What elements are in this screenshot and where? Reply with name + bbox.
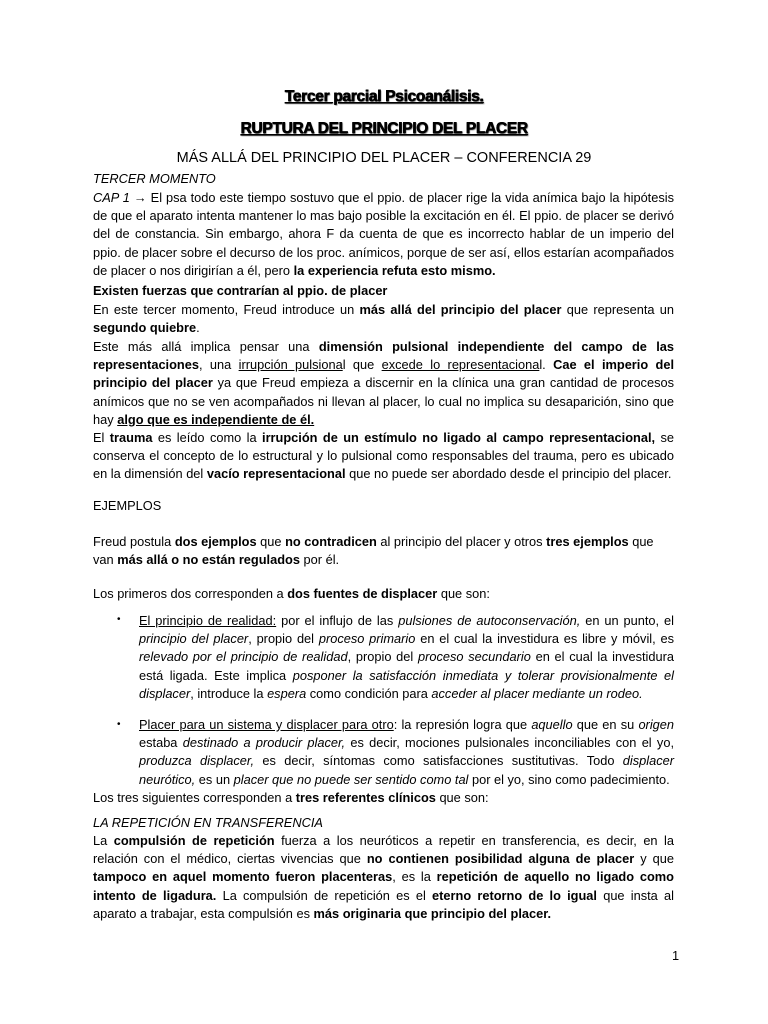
ejemplos-heading: EJEMPLOS (93, 498, 162, 513)
text-italic: pulsiones de autoconservación, (398, 613, 581, 628)
arrow-icon: → (133, 190, 147, 205)
text: es decir, síntomas como satisfacciones sustitutivas. Todo (262, 753, 615, 769)
cap1-paragraph (93, 189, 674, 280)
text-bold: más allá del principio del placer (359, 302, 562, 317)
text-bold: dimensión pulsional independiente del campo de las representaciones (93, 339, 674, 373)
text: que son: (439, 790, 489, 805)
tres-paragraph (93, 789, 674, 807)
tercer-paragraph (93, 301, 674, 337)
text: Este más allá implica pensar una (93, 339, 310, 354)
text: , propio del (347, 649, 414, 665)
text-bold: segundo quiebre (93, 320, 197, 336)
text-bold: tres referentes clínicos (295, 790, 436, 805)
text-bold: repetición de aquello no ligado como intento de ligadura. (93, 869, 674, 903)
page-number: 1 (672, 948, 680, 963)
compulsion-paragraph (93, 832, 674, 923)
bullet-item-placer (139, 716, 674, 789)
text-bold: dos fuentes de displacer (287, 586, 438, 601)
text-bold: no contradicen (285, 534, 377, 549)
primeros-paragraph (93, 585, 674, 603)
bullet-icon: • (117, 614, 121, 625)
text: en un punto, el (585, 613, 674, 628)
trauma-paragraph (93, 429, 674, 484)
text: y que (640, 851, 675, 867)
cap1-bold: la experiencia refuta esto mismo. (293, 262, 496, 278)
text-underline: irrupción pulsiona (238, 357, 343, 373)
text: Los primeros dos corresponden a (93, 586, 284, 601)
text: que son: (440, 586, 490, 601)
text-italic: destinado a producir placer, (182, 735, 346, 751)
bullet-icon: • (117, 719, 121, 730)
text: Los tres siguientes corresponden a (93, 790, 293, 805)
text: l. (539, 357, 546, 373)
text: . (196, 320, 200, 336)
tercer-momento-label: TERCER MOMENTO (93, 171, 216, 186)
text-bold: compulsión de repetición (113, 833, 275, 848)
text-bold: tampoco en aquel momento fueron placenteras (93, 869, 393, 885)
text: En este tercer momento, Freud introduce un (93, 302, 355, 317)
text: es un (198, 771, 231, 787)
text-italic: aquello (531, 717, 573, 732)
section-heading: MÁS ALLÁ DEL PRINCIPIO DEL PLACER – CONFERENCIA 29 (176, 150, 592, 166)
text: es leído como la (157, 430, 257, 445)
text: por él. (303, 552, 340, 568)
text: como condición para (309, 685, 428, 701)
text: , es la (392, 869, 431, 885)
text-bold: trauma (109, 430, 153, 445)
text-italic: proceso secundario (417, 649, 531, 665)
text: que insta al aparato a trabajar, esta compulsión es (93, 887, 674, 921)
text: El (93, 430, 105, 445)
text: en el cual la investidura está ligada. Este implica (139, 649, 674, 683)
text-underline: Placer para un sistema y displacer para otro (139, 717, 394, 732)
text: fuerza a los neuróticos a repetir en transferencia, es decir, en la relación con el médico, ciertas vivencias que (93, 833, 674, 867)
cap1-label: CAP 1 (93, 190, 130, 205)
text-bold: eterno retorno de lo igual (432, 887, 597, 903)
text-bold: vacío representacional (206, 466, 346, 482)
existen-line: Existen fuerzas que contrarían al ppio. de placer (93, 283, 388, 298)
freud-paragraph (93, 533, 674, 569)
este-paragraph (93, 338, 674, 429)
text-bold: no contienen posibilidad alguna de placer (366, 851, 635, 867)
text-italic: acceder al placer mediante un rodeo. (431, 685, 643, 701)
text: Freud postula (93, 534, 172, 549)
repeticion-heading: LA REPETICIÓN EN TRANSFERENCIA (93, 815, 323, 830)
text: La (93, 833, 108, 848)
text: : la represión logra que (393, 717, 528, 732)
bullet-item-realidad (139, 612, 674, 703)
text-italic: produzca displacer, (139, 753, 255, 769)
text-italic: placer que no puede ser sentido como tal (233, 771, 469, 787)
text-bold: Cae el imperio del principio del placer (93, 357, 675, 391)
text-bold: tres ejemplos (546, 534, 629, 549)
text-bold: más originaria que principio del placer. (313, 905, 552, 921)
text: , propio del (248, 631, 315, 647)
text-bold-underline: algo que es independiente de él. (117, 411, 315, 427)
text-italic: origen (638, 717, 675, 732)
text: que (260, 534, 282, 549)
text-italic: proceso primario (318, 631, 416, 647)
text: al principio del placer y otros (380, 534, 543, 549)
document-title: Tercer parcial Psicoanálisis. (284, 88, 484, 105)
text: que en su (576, 717, 635, 732)
text-italic: posponer la satisfacción inmediata y tolerar provisionalmente el displacer (139, 667, 674, 701)
text: por el yo, sino como padecimiento. (471, 771, 670, 787)
text-bold: más allá o no están regulados (117, 552, 300, 568)
text: que no puede ser abordado desde el principio del placer. (349, 466, 672, 482)
text: , introduce la (190, 685, 264, 701)
text: La compulsión de repetición es el (222, 887, 426, 903)
text: que van (93, 534, 654, 568)
text: ya que Freud empieza a discernir en la clínica una gran cantidad de procesos anímicos que no se ven acompañados ni llevan al placer, lo cual no implica su desaparición, sino que hay (93, 375, 674, 427)
text: , una (198, 357, 232, 373)
cap1-text: El psa todo este tiempo sostuvo que el ppio. de placer rige la vida anímica bajo la hipótesis de que el aparato intenta mantener lo mas bajo posible la excitación en él. El ppio. de placer se derivó del de constancia. Sin embargo, ahora F da cuenta de que es incorrecto hablar de un imperio del ppio. de placer sobre el decurso de los proc. anímicos, porque de ser así, ellos estarían acompañados de placer o nos dirigirían a él, pero (93, 190, 674, 278)
text: por el influjo de las (281, 613, 394, 628)
text-underline: El principio de realidad: (139, 613, 277, 628)
text-underline: excede lo representaciona (381, 357, 540, 373)
text: en el cual la investidura es libre y móvil, es (420, 631, 675, 647)
text-bold: dos ejemplos (174, 534, 257, 549)
text: se conserva el concepto de lo estructural y lo pulsional como responsables del trauma, pero es ubicado en la dimensión del (93, 430, 674, 482)
text: es decir, mociones pulsionales inconciliables con el yo, (350, 735, 675, 751)
text: que representa un (566, 302, 675, 317)
text-bold: irrupción de un estímulo no ligado al campo representacional, (262, 430, 656, 445)
document-subtitle: RUPTURA DEL PRINCIPIO DEL PLACER (240, 120, 528, 137)
text-italic: principio del placer (139, 631, 249, 647)
text: l que (342, 357, 375, 373)
text-italic: relevado por el principio de realidad (139, 649, 348, 665)
text-italic: displacer neurótico, (139, 753, 675, 787)
text: estaba (139, 735, 178, 751)
text-italic: espera (267, 685, 307, 701)
